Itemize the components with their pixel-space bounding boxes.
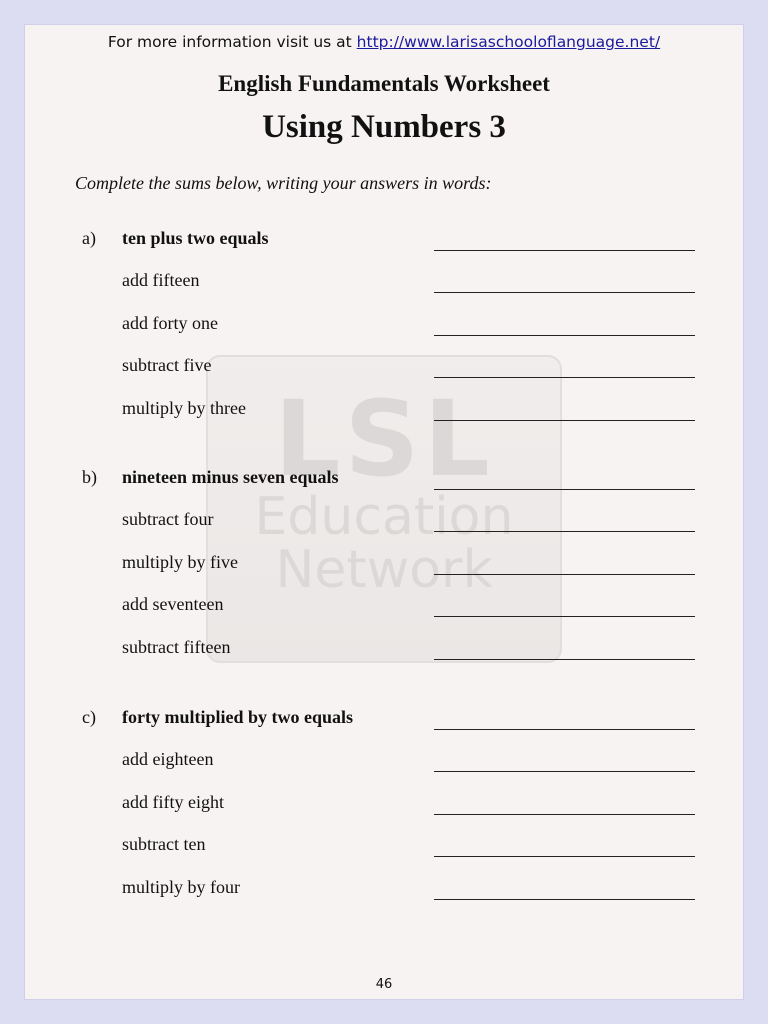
answer-line[interactable] <box>434 856 695 857</box>
answer-line[interactable] <box>434 489 695 490</box>
question-prompt: add fifteen <box>122 270 200 290</box>
answer-line[interactable] <box>434 377 695 378</box>
question-row <box>25 877 743 907</box>
question-row <box>25 509 743 539</box>
answer-line[interactable] <box>434 335 695 336</box>
watermark-line-1: Education <box>254 487 514 547</box>
question-row <box>25 398 743 428</box>
header-info <box>25 33 743 51</box>
question-prompt: multiply by four <box>122 877 240 897</box>
section-letter: b) <box>82 467 97 487</box>
watermark-line-2: Network <box>275 540 493 601</box>
answer-line[interactable] <box>434 574 695 575</box>
question-prompt: subtract five <box>122 355 212 375</box>
question-row <box>25 834 743 864</box>
question-prompt: nineteen minus seven equals <box>122 467 339 487</box>
answer-line[interactable] <box>434 420 695 421</box>
question-row <box>25 749 743 779</box>
section-letter: c) <box>82 707 96 727</box>
answer-line[interactable] <box>434 616 695 617</box>
question-prompt: subtract fifteen <box>122 637 231 657</box>
worksheet-page <box>24 24 744 1000</box>
answer-line[interactable] <box>434 771 695 772</box>
page-number: 46 <box>375 977 393 992</box>
question-row <box>25 467 743 497</box>
answer-line[interactable] <box>434 292 695 293</box>
watermark-logo-text: LSL <box>274 378 494 500</box>
answer-line[interactable] <box>434 899 695 900</box>
question-prompt: multiply by five <box>122 552 238 572</box>
question-prompt: add seventeen <box>122 594 224 614</box>
answer-line[interactable] <box>434 659 695 660</box>
question-row <box>25 594 743 624</box>
website-link[interactable]: http://www.larisaschooloflanguage.net/ <box>356 33 661 51</box>
answer-line[interactable] <box>434 814 695 815</box>
question-row <box>25 355 743 385</box>
answer-line[interactable] <box>434 729 695 730</box>
section-letter: a) <box>82 228 96 248</box>
question-prompt: forty multiplied by two equals <box>122 707 354 727</box>
answer-line[interactable] <box>434 250 695 251</box>
question-prompt: multiply by three <box>122 398 246 418</box>
question-row <box>25 270 743 300</box>
question-prompt: add eighteen <box>122 749 214 769</box>
worksheet-instructions: Complete the sums below, writing your answers in words: <box>75 173 492 193</box>
question-row <box>25 552 743 582</box>
worksheet-subtitle: English Fundamentals Worksheet <box>218 71 550 96</box>
question-row <box>25 792 743 822</box>
header-prefix: For more information visit us at <box>107 33 357 51</box>
question-row <box>25 313 743 343</box>
question-prompt: subtract four <box>122 509 214 529</box>
question-prompt: add forty one <box>122 313 218 333</box>
question-row <box>25 707 743 737</box>
question-prompt: subtract ten <box>122 834 206 854</box>
question-row <box>25 637 743 667</box>
answer-line[interactable] <box>434 531 695 532</box>
question-prompt: add fifty eight <box>122 792 224 812</box>
question-prompt: ten plus two equals <box>122 228 269 248</box>
question-row <box>25 228 743 258</box>
worksheet-title: Using Numbers 3 <box>262 109 506 145</box>
